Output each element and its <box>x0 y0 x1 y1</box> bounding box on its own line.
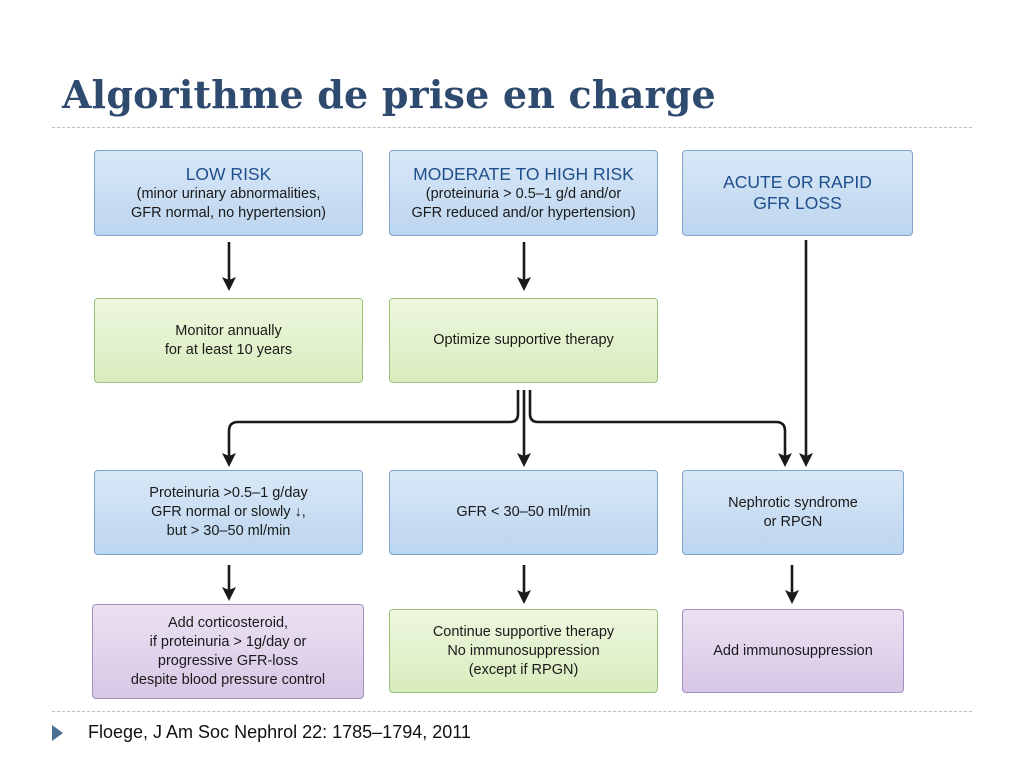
triangle-bullet-icon <box>52 725 63 741</box>
box-corticosteroid-line-1: Add corticosteroid, <box>167 614 289 631</box>
box-immunosuppression-line-1: Add immunosuppression <box>713 642 873 659</box>
box-moderate-high-risk-heading: MODERATE TO HIGH RISK <box>413 163 634 184</box>
box-optimize-line-1: Optimize supportive therapy <box>433 332 614 348</box>
box-proteinuria-line-1: Proteinuria >0.5–1 g/day <box>149 485 308 501</box>
footer-divider <box>52 711 972 712</box>
box-acute-gfr-loss-heading-1: ACUTE OR RAPID <box>723 172 872 192</box>
box-monitor-line-2: for at least 10 years <box>164 341 293 358</box>
box-nephrotic-line-1: Nephrotic syndrome <box>728 494 858 511</box>
box-corticosteroid-line-4: despite blood pressure control <box>130 671 326 688</box>
box-gfr-line-1: GFR < 30–50 ml/min <box>456 504 591 520</box>
box-continue-line-1: Continue supportive therapy <box>432 623 615 640</box>
box-proteinuria-line-3: but > 30–50 ml/min <box>166 523 291 539</box>
box-low-risk-heading: LOW RISK <box>185 163 272 184</box>
box-continue-line-2: No immunosuppression <box>447 642 600 659</box>
box-acute-gfr-loss-heading-2: GFR LOSS <box>753 193 842 213</box>
box-moderate-high-risk-line-1: (proteinuria > 0.5–1 g/d and/or <box>425 185 622 202</box>
box-proteinuria-line-2: GFR normal or slowly ↓, <box>151 504 306 520</box>
box-continue-line-3: (except if RPGN) <box>468 661 579 678</box>
box-moderate-high-risk-line-2: GFR reduced and/or hypertension) <box>411 204 636 221</box>
arrow-optimize-to-nephrotic <box>530 390 785 464</box>
page-title: Algorithme de prise en charge <box>62 72 716 117</box>
box-low-risk-line-1: (minor urinary abnormalities, <box>136 185 321 202</box>
box-nephrotic-line-2: or RPGN <box>763 513 823 530</box>
box-low-risk-line-2: GFR normal, no hypertension) <box>130 204 327 221</box>
box-monitor-line-1: Monitor annually <box>175 322 282 339</box>
arrow-optimize-to-proteinuria <box>229 390 518 464</box>
box-corticosteroid-line-2: if proteinuria > 1g/day or <box>149 633 307 650</box>
box-corticosteroid-line-3: progressive GFR-loss <box>157 652 299 669</box>
footer-citation: Floege, J Am Soc Nephrol 22: 1785–1794, 2011 <box>88 722 471 742</box>
